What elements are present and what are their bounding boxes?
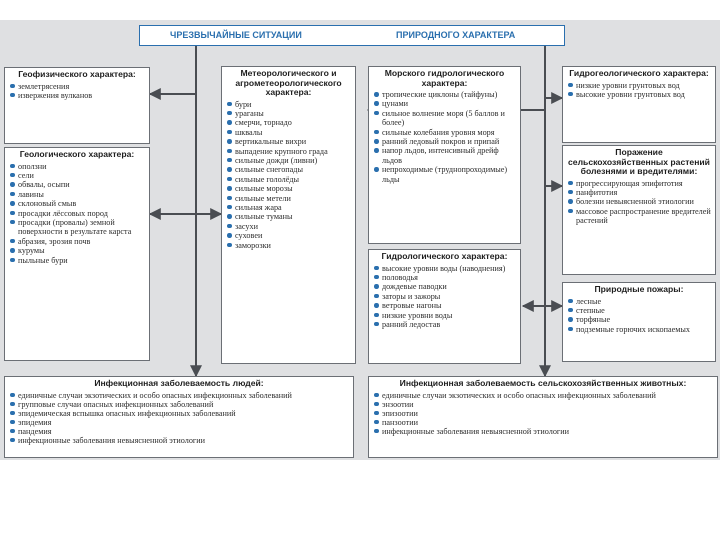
- list-item-text: половодья: [382, 272, 418, 282]
- bullet-icon: [374, 393, 379, 398]
- list-item-text: высокие уровни воды (наводнения): [382, 263, 506, 273]
- list-item-text: прогрессирующая эпифитотия: [576, 178, 683, 188]
- hydro-list: [373, 264, 516, 330]
- list-item-text: абразия, эрозия почв: [18, 236, 91, 246]
- list-item: [226, 156, 351, 165]
- bullet-icon: [227, 177, 232, 182]
- animals-box: [368, 376, 718, 458]
- list-item-text: просадки (провалы) земной поверхности в результате карста: [18, 217, 132, 237]
- list-item: [226, 137, 351, 146]
- list-item: [226, 147, 351, 156]
- list-item-text: ветровые нагоны: [382, 301, 442, 311]
- bullet-icon: [10, 164, 15, 169]
- list-item: [373, 400, 713, 409]
- people-box: [4, 376, 354, 458]
- list-item: [567, 90, 711, 99]
- geophysical-list: [9, 82, 145, 101]
- list-item-text: сильные туманы: [235, 212, 293, 222]
- list-item: [226, 184, 351, 193]
- list-item: [9, 218, 145, 237]
- bullet-icon: [374, 101, 379, 106]
- bullet-icon: [374, 420, 379, 425]
- list-item-text: единичные случаи экзотических и особо опасных инфекционных заболеваний: [382, 390, 656, 400]
- bullet-icon: [374, 111, 379, 116]
- marine-title: Морского гидрологического характера:: [384, 68, 505, 88]
- bullet-icon: [10, 258, 15, 263]
- list-item: [226, 128, 351, 137]
- list-item-text: инфекционные заболевания невыясненной этиологии: [18, 435, 206, 445]
- list-item-text: торфяные: [576, 315, 611, 325]
- list-item: [373, 311, 516, 320]
- list-item-text: бури: [235, 99, 252, 109]
- list-item: [226, 231, 351, 240]
- list-item-text: сели: [18, 170, 34, 180]
- list-item: [226, 175, 351, 184]
- meteo-box: [221, 66, 356, 364]
- list-item-text: сильные морозы: [235, 184, 293, 194]
- list-item: [373, 391, 713, 400]
- list-item-text: массовое распространение вредителей растений: [576, 206, 711, 226]
- list-item: [9, 418, 349, 427]
- list-item: [567, 306, 711, 315]
- list-item-text: лесные: [576, 296, 602, 306]
- list-item: [9, 400, 349, 409]
- list-item-text: степные: [576, 305, 605, 315]
- fires-title: Природные пожары:: [594, 284, 684, 294]
- list-item-text: вертикальные вихри: [235, 137, 307, 147]
- list-item: [226, 212, 351, 221]
- plants-list: [567, 179, 711, 226]
- fires-list: [567, 297, 711, 335]
- list-item: [9, 237, 145, 246]
- list-item-text: сильная жара: [235, 202, 282, 212]
- list-item-text: пыльные бури: [18, 255, 68, 265]
- list-item-text: выпадение крупного града: [235, 146, 328, 156]
- list-item: [567, 207, 711, 226]
- list-item: [9, 91, 145, 100]
- list-item: [9, 180, 145, 189]
- list-item-text: энзоотии: [382, 399, 414, 409]
- header-left-text: ЧРЕЗВЫЧАЙНЫЕ СИТУАЦИИ: [170, 30, 302, 40]
- list-item-text: сильные метели: [235, 193, 291, 203]
- bullet-icon: [227, 130, 232, 135]
- list-item-text: землетрясения: [18, 81, 70, 91]
- list-item: [567, 188, 711, 197]
- list-item: [9, 171, 145, 180]
- bullet-icon: [568, 190, 573, 195]
- list-item-text: инфекционные заболевания невыясненной этиологии: [382, 426, 570, 436]
- bullet-icon: [374, 303, 379, 308]
- list-item: [226, 118, 351, 127]
- list-item: [373, 128, 516, 137]
- list-item: [373, 282, 516, 291]
- bullet-icon: [227, 214, 232, 219]
- bullet-icon: [10, 239, 15, 244]
- bullet-icon: [10, 438, 15, 443]
- list-item-text: тропические циклоны (тайфуны): [382, 90, 498, 99]
- bullet-icon: [227, 111, 232, 116]
- bullet-icon: [10, 182, 15, 187]
- list-item: [226, 100, 351, 109]
- bullet-icon: [10, 411, 15, 416]
- list-item: [373, 264, 516, 273]
- bullet-icon: [10, 248, 15, 253]
- list-item-text: заморозки: [235, 240, 271, 250]
- list-item-text: непроходимые (труднопроходимые) льды: [382, 165, 508, 184]
- list-item: [9, 209, 145, 218]
- list-item-text: подземные горючих ископаемых: [576, 324, 690, 334]
- hydrogeo-list: [567, 81, 711, 100]
- list-item-text: засухи: [235, 221, 258, 231]
- list-item: [9, 246, 145, 255]
- bullet-icon: [227, 243, 232, 248]
- bullet-icon: [227, 196, 232, 201]
- list-item-text: сильные дожди (ливни): [235, 155, 318, 165]
- list-item: [567, 325, 711, 334]
- bullet-icon: [10, 220, 15, 225]
- bullet-icon: [10, 211, 15, 216]
- list-item: [373, 418, 713, 427]
- list-item-text: оползни: [18, 161, 47, 171]
- list-item-text: сильное волнение моря (5 баллов и более): [382, 108, 505, 128]
- list-item: [9, 391, 349, 400]
- list-item-text: извержения вулканов: [18, 90, 93, 100]
- bullet-icon: [374, 313, 379, 318]
- bullet-icon: [227, 233, 232, 238]
- list-item: [373, 137, 516, 146]
- list-item-text: ранний ледостав: [382, 319, 441, 329]
- list-item: [567, 297, 711, 306]
- list-item-text: сильные колебания уровня моря: [382, 127, 495, 137]
- list-item-text: единичные случаи экзотических и особо опасных инфекционных заболеваний: [18, 390, 292, 400]
- list-item: [373, 109, 516, 128]
- bullet-icon: [374, 92, 379, 97]
- people-list: [9, 391, 349, 445]
- list-item-text: эпизоотии: [382, 408, 418, 418]
- bullet-icon: [568, 308, 573, 313]
- list-item: [9, 82, 145, 91]
- bullet-icon: [227, 186, 232, 191]
- list-item-text: напор льдов, интенсивный дрейф льдов: [382, 146, 499, 165]
- list-item: [226, 203, 351, 212]
- geophysical-title: Геофизического характера:: [18, 69, 136, 79]
- bullet-icon: [10, 173, 15, 178]
- bullet-icon: [374, 275, 379, 280]
- bullet-icon: [227, 149, 232, 154]
- list-item: [373, 301, 516, 310]
- list-item: [9, 427, 349, 436]
- bullet-icon: [10, 201, 15, 206]
- list-item: [373, 146, 516, 165]
- bullet-icon: [374, 139, 379, 144]
- list-item-text: обвалы, осыпи: [18, 180, 70, 190]
- bullet-icon: [227, 120, 232, 125]
- list-item: [373, 90, 516, 99]
- list-item-text: высокие уровни грунтовых вод: [576, 89, 685, 99]
- list-item-text: эпидемия: [18, 417, 52, 427]
- geological-title: Геологического характера:: [19, 149, 135, 159]
- geophysical-box: [4, 67, 150, 144]
- list-item: [9, 162, 145, 171]
- list-item-text: болезни невыясненной этиологии: [576, 197, 694, 207]
- bullet-icon: [10, 93, 15, 98]
- list-item-text: суховеи: [235, 231, 263, 241]
- bullet-icon: [10, 402, 15, 407]
- list-item-text: просадки лёссовых пород: [18, 208, 108, 218]
- bullet-icon: [374, 402, 379, 407]
- geological-list: [9, 162, 145, 265]
- list-item-text: эпидемическая вспышка опасных инфекционных заболеваний: [18, 408, 236, 418]
- list-item: [567, 81, 711, 90]
- meteo-title: Метеорологического и агрометеорологического характера:: [235, 68, 342, 97]
- list-item-text: панзоотии: [382, 417, 419, 427]
- list-item-text: склоновый смыв: [18, 199, 77, 209]
- bullet-icon: [227, 224, 232, 229]
- bullet-icon: [568, 83, 573, 88]
- list-item-text: ураганы: [235, 108, 264, 118]
- hydrogeo-box: [562, 66, 716, 143]
- bullet-icon: [374, 167, 379, 172]
- bullet-icon: [374, 266, 379, 271]
- list-item-text: цунами: [382, 99, 409, 109]
- animals-list: [373, 391, 713, 436]
- bullet-icon: [568, 209, 573, 214]
- list-item-text: сильные гололёды: [235, 174, 299, 184]
- bullet-icon: [10, 429, 15, 434]
- header-right-text: ПРИРОДНОГО ХАРАКТЕРА: [396, 30, 516, 40]
- bullet-icon: [10, 393, 15, 398]
- list-item-text: панфитотия: [576, 187, 618, 197]
- list-item: [373, 99, 516, 108]
- bullet-icon: [374, 411, 379, 416]
- bullet-icon: [374, 148, 379, 153]
- geological-box: [4, 147, 150, 361]
- bullet-icon: [227, 158, 232, 163]
- list-item: [373, 292, 516, 301]
- list-item-text: сильные снегопады: [235, 165, 303, 175]
- bullet-icon: [10, 192, 15, 197]
- bullet-icon: [568, 327, 573, 332]
- bullet-icon: [374, 284, 379, 289]
- bullet-icon: [568, 181, 573, 186]
- list-item-text: курумы: [18, 246, 45, 256]
- list-item-text: низкие уровни воды: [382, 310, 453, 320]
- list-item-text: шквалы: [235, 127, 263, 137]
- animals-title: Инфекционная заболеваемость сельскохозяйственных животных:: [399, 378, 687, 388]
- list-item: [9, 199, 145, 208]
- plants-title: Поражение сельскохозяйственных растений болезнями и вредителями:: [568, 147, 710, 176]
- bullet-icon: [568, 92, 573, 97]
- list-item: [9, 409, 349, 418]
- bullet-icon: [10, 84, 15, 89]
- list-item: [226, 194, 351, 203]
- bullet-icon: [374, 322, 379, 327]
- list-item: [373, 409, 713, 418]
- list-item: [567, 315, 711, 324]
- list-item: [373, 320, 516, 329]
- bullet-icon: [227, 139, 232, 144]
- bullet-icon: [227, 167, 232, 172]
- list-item: [9, 436, 349, 445]
- fires-box: [562, 282, 716, 362]
- list-item-text: ранний ледовый покров и припай: [382, 137, 500, 147]
- list-item-text: лавины: [18, 189, 44, 199]
- list-item: [226, 109, 351, 118]
- list-item-text: заторы и зажоры: [382, 291, 441, 301]
- list-item: [226, 165, 351, 174]
- bullet-icon: [374, 429, 379, 434]
- list-item: [373, 273, 516, 282]
- meteo-list: [226, 100, 351, 251]
- bullet-icon: [227, 102, 232, 107]
- people-title: Инфекционная заболеваемость людей:: [94, 378, 264, 388]
- list-item-text: низкие уровни грунтовых вод: [576, 80, 680, 90]
- list-item: [567, 197, 711, 206]
- bullet-icon: [374, 294, 379, 299]
- marine-list: [373, 90, 516, 184]
- list-item: [226, 241, 351, 250]
- bullet-icon: [374, 130, 379, 135]
- bullet-icon: [568, 299, 573, 304]
- list-item-text: дождевые паводки: [382, 282, 447, 292]
- bullet-icon: [568, 317, 573, 322]
- marine-box: [368, 66, 521, 244]
- plants-box: [562, 145, 716, 275]
- hydro-title: Гидрологического характера:: [381, 251, 508, 261]
- list-item-text: пандемия: [18, 426, 52, 436]
- list-item: [373, 427, 713, 436]
- main-header: [139, 25, 565, 46]
- hydro-box: [368, 249, 521, 364]
- list-item: [373, 165, 516, 184]
- list-item: [226, 222, 351, 231]
- list-item: [9, 190, 145, 199]
- bullet-icon: [227, 205, 232, 210]
- list-item: [9, 256, 145, 265]
- list-item-text: групповые случаи опасных инфекционных заболеваний: [18, 399, 214, 409]
- hydrogeo-title: Гидрогеологического характера:: [569, 68, 709, 78]
- list-item-text: смерчи, торнадо: [235, 118, 292, 128]
- list-item: [567, 179, 711, 188]
- bullet-icon: [568, 199, 573, 204]
- bullet-icon: [10, 420, 15, 425]
